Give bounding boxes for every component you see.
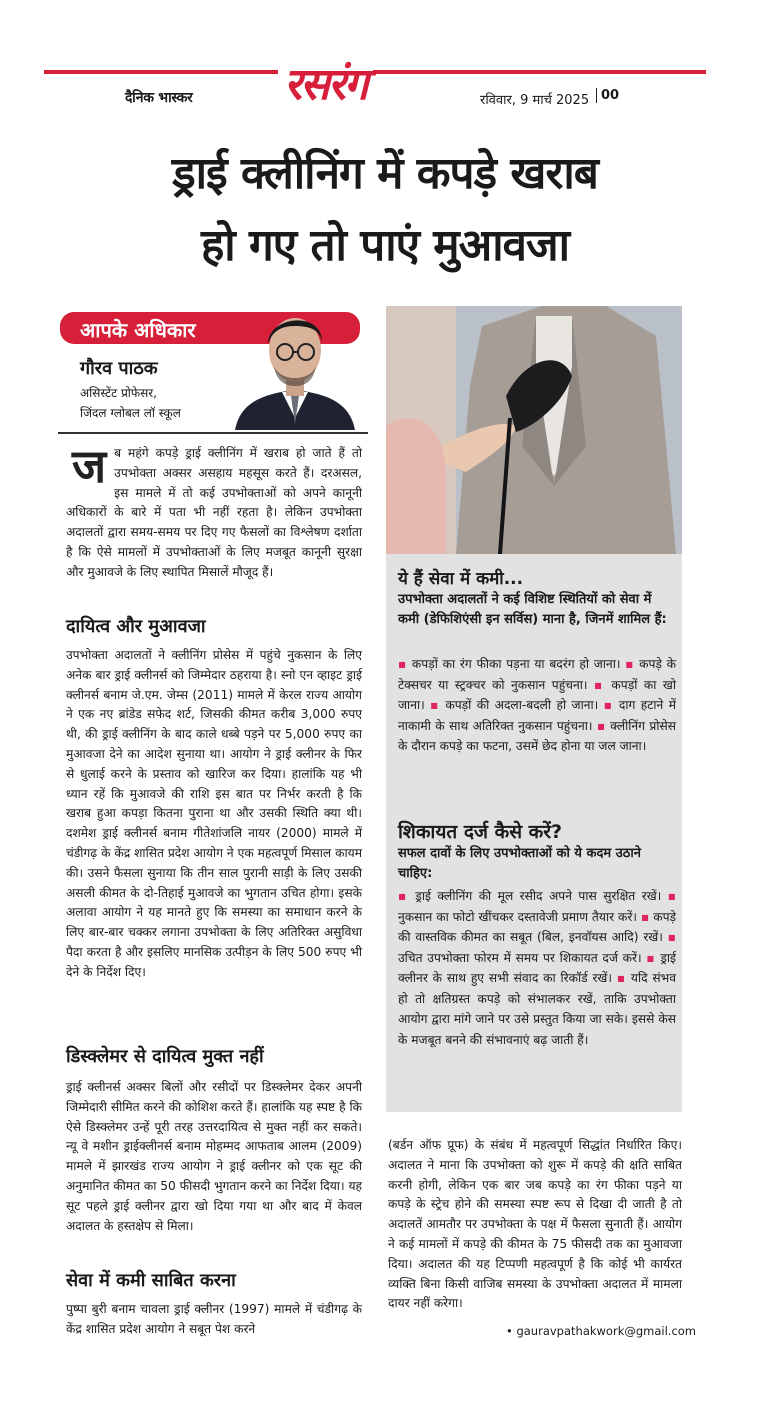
dropcap: ज bbox=[72, 439, 107, 493]
complaint-step: कपड़े की वास्तविक कीमत का सबूत (बिल, इनवॉयस आदि) रखें। bbox=[398, 909, 677, 944]
sidebar-list-deficiency: ▪ कपड़ों का रंग फीका पड़ना या बदरंग हो जाना। ▪ कपड़े के टेक्सचर या स्ट्रक्चर को नुकसान पहुंचना। ▪ कपड़ों का खो जाना। ▪ कपड़ों की अदला-बदली हो जाना। ▪ दाग हटाने में नाकामी के साथ अतिरिक्त नुकसान पहुंचना। ▪ क्लीनिंग प्रोसेस के दौरान कपड़े का फटना, उसमें छेद होना या जल जाना। bbox=[398, 657, 677, 753]
author-name: गौरव पाठक bbox=[80, 358, 158, 379]
author-affiliation: जिंदल ग्लोबल लॉ स्कूल bbox=[80, 406, 181, 420]
author-email-text: gauravpathakwork@gmail.com bbox=[516, 1324, 697, 1338]
intro-paragraph: ब महंगे कपड़े ड्राई क्लीनिंग में खराब हो जाते हैं तो उपभोक्ता अक्सर असहाय महसूस करते हैं। दरअसल, इस मामले में तो कई उपभोक्ताओं को अपने कानूनी अधिकारों के बारे में पता भी नहीं रहता है। लेकिन उपभोक्ता अदालतों द्वारा समय-समय पर दिए गए फैसलों का विश्लेषण दर्शाता है कि ऐसे मामलों में उपभोक्ताओं के लिए मजबूत कानूनी सुरक्षा और मुआवजे के लिए स्थापित मिसालें मौजूद हैं। bbox=[66, 446, 362, 579]
headline-line-2: हो गए तो पाएं मुआवजा bbox=[200, 220, 570, 271]
sidebar-intro-deficiency: उपभोक्ता अदालतों ने कई विशिष्ट स्थितियों को सेवा में कमी (डेफिशिएंसी इन सर्विस) माना है, जिनमें शामिल हैं: bbox=[398, 592, 667, 627]
author-email: • gauravpathakwork@gmail.com bbox=[506, 1324, 697, 1338]
column-rule bbox=[58, 432, 368, 434]
column-label: आपके अधिकार bbox=[80, 318, 196, 342]
deficiency-item: कपड़ों की अदला-बदली हो जाना। bbox=[445, 698, 599, 712]
complaint-step: यदि संभव हो तो क्षतिग्रस्त कपड़े को संभालकर रखें, ताकि उपभोक्ता आयोग द्वारा मांगे जाने पर उसे प्रस्तुत किया जा सके। इससे केस के मजबूत बनने की संभावनाएं बढ़ जाती हैं। bbox=[398, 971, 677, 1047]
sidebar-list-complaint: ▪ ड्राई क्लीनिंग की मूल रसीद अपने पास सुरक्षित रखें। ▪ नुकसान का फोटो खींचकर दस्तावेजी प्रमाण तैयार करें। ▪ कपड़े की वास्तविक कीमत का सबूत (बिल, इनवॉयस आदि) रखें। ▪ उचित उपभोक्ता फोरम में समय पर शिकायत दर्ज करें। ▪ ड्राई क्लीनर के साथ हुए सभी संवाद का रिकॉर्ड रखें। ▪ यदि संभव हो तो क्षतिग्रस्त कपड़े को संभालकर रखें, ताकि उपभोक्ता आयोग द्वारा मांगे जाने पर उसे प्रस्तुत किया जा सके। इससे केस के मजबूत बनने की संभावनाएं बढ़ जाती हैं। bbox=[398, 889, 677, 1047]
deficiency-item: कपड़े के टेक्सचर या स्ट्रक्चर को नुकसान पहुंचना। bbox=[398, 657, 677, 692]
paragraph-proof: पुष्पा बुरी बनाम चावला ड्राई क्लीनर (1997) मामले में चंडीगढ़ के केंद्र शासित प्रदेश आयोग ने सबूत पेश करने bbox=[66, 1302, 362, 1336]
headline bbox=[40, 138, 730, 282]
steaming-jacket-photo bbox=[386, 306, 682, 554]
author-portrait bbox=[230, 296, 360, 430]
subhead-liability: दायित्व और मुआवजा bbox=[66, 616, 206, 637]
author-role: असिस्टेंट प्रोफेसर, bbox=[80, 386, 157, 400]
paragraph-liability: उपभोक्ता अदालतों ने क्लीनिंग प्रोसेस में पहुंचे नुकसान के लिए अनेक बार ड्राई क्लीनर्स को जिम्मेदार ठहराया है। स्नो एन व्हाइट ड्राई क्लीनर्स बनाम जे.एम. जेम्स (2011) मामले में केरल राज्य आयोग ने एक नए ब्रांडेड सफेद शर्ट, जिसकी कीमत करीब 3,000 रुपए थी, की ड्राई क्लीनिंग के बाद काले धब्बे पड़ने पर 5,000 रुपए का मुआवजा देने का आदेश सुनाया था। आयोग ने ड्राई क्लीनर के फिर से धुलाई करने के प्रस्ताव को खारिज कर दिया। हालांकि यह भी ध्यान रहें कि मुआवजे की राशि इस बात पर निर्भर करती है कि खराब हुआ कपड़ा कितना पुराना था और उसकी स्थिति क्या थी। दशमेश ड्राई क्लीनर्स बनाम गीतेशांजलि नायर (2000) मामले में चंडीगढ़ के केंद्र शासित प्रदेश आयोग ने एक महत्वपूर्ण मिसाल कायम की। उसने फैसला सुनाया कि तीन साल पुरानी साड़ी के लिए उसकी असली कीमत के दो-तिहाई मुआवजे का भुगतान उचित होगा। इसके अलावा आयोग ने यह मानते हुए कि समस्या का समाधान करने के लिए बार-बार चक्कर लगाना उपभोक्ता के लिए अतिरिक्त असुविधा पैदा करता है और इसलिए मानसिक उत्पीड़न के लिए 500 रुपए भी देने के निर्देश दिए। bbox=[66, 648, 362, 979]
sidebar-heading-deficiency: ये हैं सेवा में कमी... bbox=[398, 569, 524, 589]
subhead-disclaimer: डिस्क्लेमर से दायित्व मुक्त नहीं bbox=[66, 1046, 264, 1067]
complaint-step: नुकसान का फोटो खींचकर दस्तावेजी प्रमाण तैयार करें। bbox=[398, 909, 637, 924]
headline-line-1: ड्राई क्लीनिंग में कपड़े खराब bbox=[172, 148, 598, 199]
complaint-step: ड्राई क्लीनिंग की मूल रसीद अपने पास सुरक्षित रखें। bbox=[415, 889, 662, 903]
paragraph-burden-of-proof: (बर्डन ऑफ प्रूफ) के संबंध में महत्वपूर्ण सिद्धांत निर्धारित किए। अदालत ने माना कि उपभोक्ता को शुरू में कपड़े की क्षति साबित करनी होगी, लेकिन एक बार जब कपड़े का रंग फीका पड़ने या कपड़े के स्ट्रेच होने की समस्या स्पष्ट रूप से दिखा दी जाती है तो अदालतें आमतौर पर उपभोक्ता के पक्ष में फैसला सुनाती हैं। आयोग ने कई मामलों में कपड़े की कीमत के 75 फीसदी तक का मुआवजा दिया। अदालत की यह टिप्पणी महत्वपूर्ण है कि कोई भी कार्यरत व्यक्ति बिना किसी वाजिब समस्या के उपभोक्ता अदालत में मामला दायर नहीं करेगा। bbox=[388, 1138, 682, 1311]
deficiency-item: दाग हटाने में नाकामी के साथ अतिरिक्त नुकसान पहुंचना। bbox=[398, 698, 677, 733]
section-logo: रसरंग bbox=[278, 52, 373, 112]
deficiency-item: कपड़ों का रंग फीका पड़ना या बदरंग हो जाना। bbox=[411, 657, 621, 671]
publication-name: दैनिक भास्कर bbox=[125, 90, 193, 106]
complaint-step: उचित उपभोक्ता फोरम में समय पर शिकायत दर्ज करें। bbox=[398, 950, 642, 965]
sidebar-intro-complaint: सफल दावों के लिए उपभोक्ताओं को ये कदम उठाने चाहिए: bbox=[398, 846, 641, 881]
sidebar-heading-complaint: शिकायत दर्ज कैसे करें? bbox=[398, 821, 563, 843]
complaint-step: ड्राई क्लीनर के साथ हुए सभी संवाद का रिकॉर्ड रखें। bbox=[398, 950, 677, 985]
deficiency-item: कपड़ों का खो जाना। bbox=[398, 677, 677, 712]
deficiency-item: क्लीनिंग प्रोसेस के दौरान कपड़े का फटना, उसमें छेद होना या जल जाना। bbox=[398, 718, 677, 753]
masthead-rule bbox=[44, 70, 706, 74]
paragraph-disclaimer: ड्राई क्लीनर्स अक्सर बिलों और रसीदों पर डिस्क्लेमर देकर अपनी जिम्मेदारी सीमित करने की कोशिश करते हैं। हालांकि यह स्पष्ट है कि ऐसे डिस्क्लेमर उन्हें पूरी तरह उत्तरदायित्व से मुक्त नहीं कर सकते। न्यू वे मशीन ड्राईक्लीनर्स बनाम मोहम्मद आफताब आलम (2009) मामले में झारखंड राज्य आयोग ने ड्राई क्लीनर को एक सूट की अनुमानित कीमत का 50 फीसदी भुगतान करने का निर्देश दिया। यह सूट पहले ड्राई क्लीनर द्वारा खो दिया गया था और बाद में केवल अदालत के हस्तक्षेप से मिला। bbox=[66, 1080, 362, 1233]
subhead-proof: सेवा में कमी साबित करना bbox=[66, 1270, 236, 1291]
page-number: 00 bbox=[596, 88, 619, 103]
issue-date: रविवार, 9 मार्च 2025 bbox=[480, 93, 590, 108]
article-intro bbox=[66, 439, 362, 583]
